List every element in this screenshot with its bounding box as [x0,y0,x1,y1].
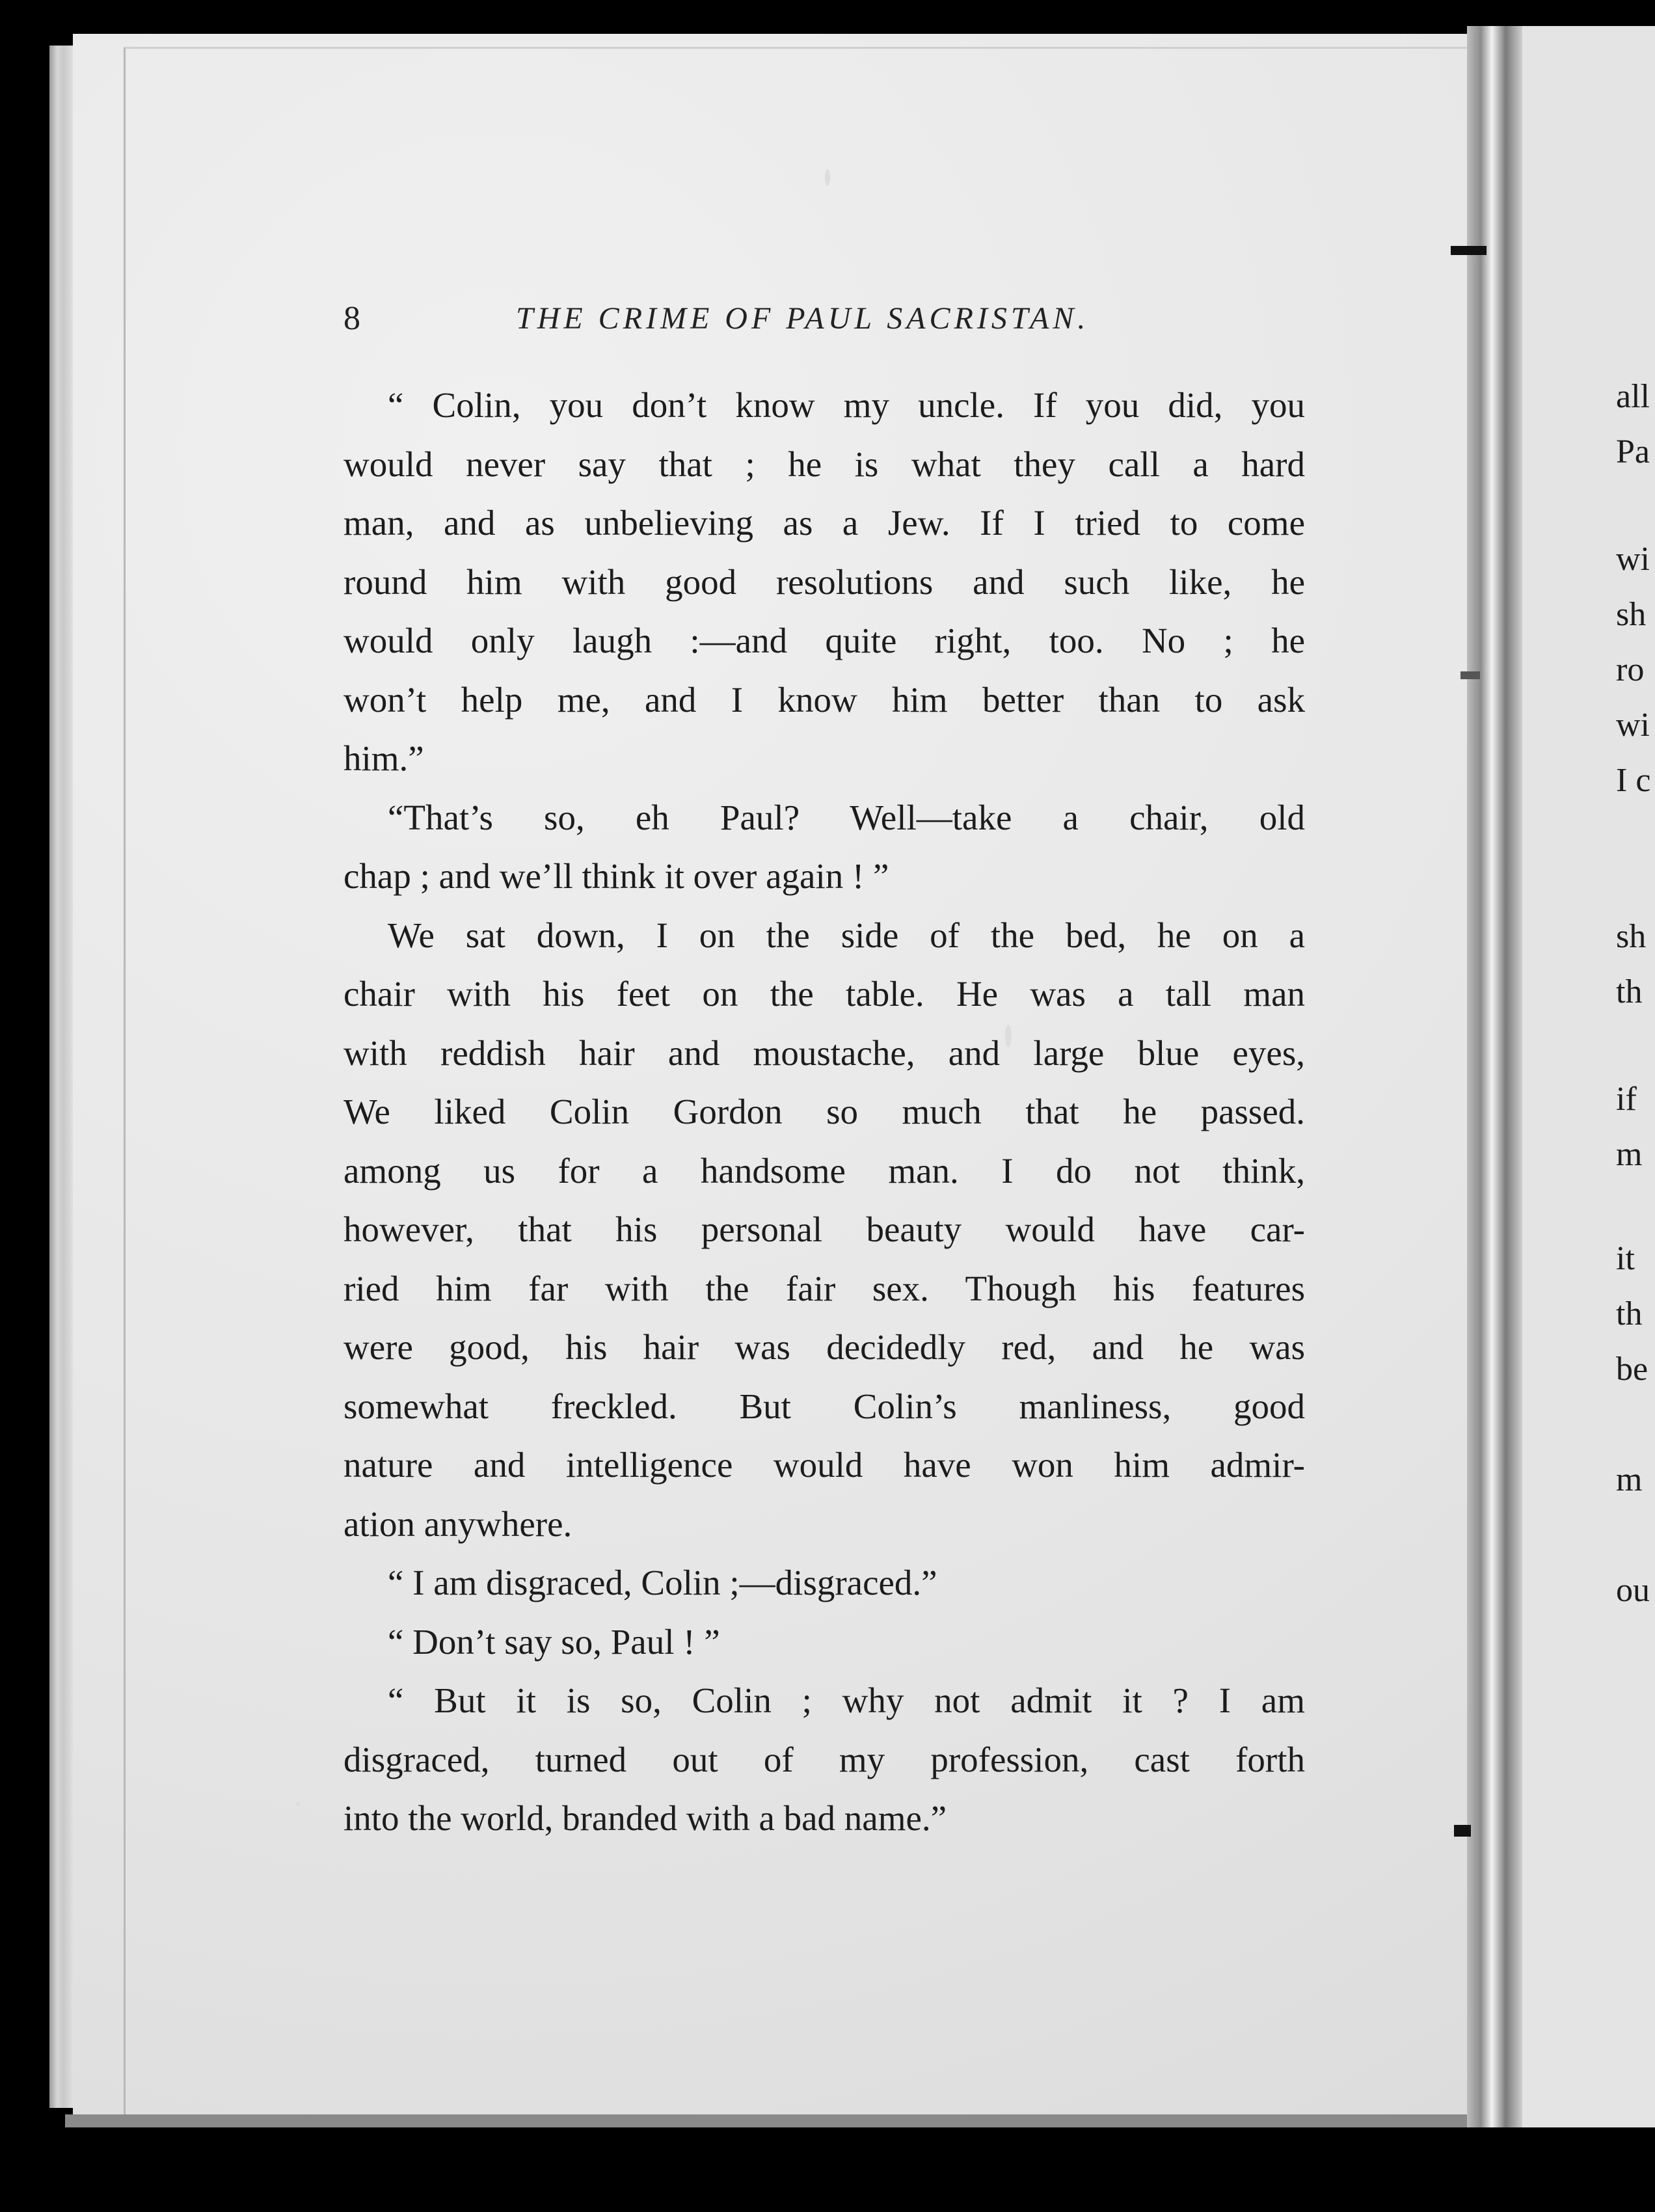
text-line: among us for a handsome man. I do not think, [343,1150,1305,1191]
text-line: won’t help me, and I know him better than to ask [343,679,1305,720]
right-page-fragment: sh [1616,918,1647,955]
text-line: would never say that ; he is what they call a hard [343,444,1305,484]
right-page-fragment: ro [1616,651,1645,688]
right-page-fragment: th [1616,973,1643,1010]
right-page-fragment: be [1616,1351,1648,1388]
text-line: “ Colin, you don’t know my uncle. If you did, you [388,385,1305,425]
text-line: We sat down, I on the side of the bed, he on a [388,915,1305,955]
running-title: THE CRIME OF PAUL SACRISTAN. [516,301,1090,336]
text-line: man, and as unbelieving as a Jew. If I tried to come [343,503,1305,543]
right-page-fragment: ou [1616,1572,1650,1609]
book-gutter [1467,26,1522,2127]
text-line: would only laugh :—and quite right, too. No ; he [343,621,1305,660]
text-line: with reddish hair and moustache, and large blue eyes, [343,1032,1305,1073]
page-stack-edge [49,46,75,2108]
gutter-mark [1451,246,1487,255]
text-line: nature and intelligence would have won him admir- [343,1445,1305,1485]
dust-speck [825,169,830,186]
page-header [343,299,1384,351]
page-bottom-edge [65,2114,1581,2127]
text-line: “ I am disgraced, Colin ;—disgraced.” [388,1563,937,1602]
right-page-fragment: wi [1616,541,1650,578]
text-line: “That’s so, eh Paul? Well—take a chair, old [388,797,1305,837]
text-line: him.” [343,738,424,778]
right-page-fragment: m [1616,1461,1643,1498]
text-line: chair with his feet on the table. He was a tall man [343,974,1305,1014]
text-line: were good, his hair was decidedly red, and he was [343,1327,1305,1367]
right-page-fragment: m [1616,1136,1643,1173]
text-line: somewhat freckled. But Colin’s manliness, good [343,1386,1305,1426]
right-page-fragment: Pa [1616,433,1650,470]
right-page-fragment: I c [1616,762,1651,799]
right-page-fragment: if [1616,1081,1637,1118]
right-page-fragment: th [1616,1295,1643,1332]
text-line: chap ; and we’ll think it over again ! ” [343,856,889,896]
right-page-fragment: sh [1616,596,1647,633]
right-page-text [1616,0,1655,2212]
text-line: ried him far with the fair sex. Though his features [343,1268,1305,1308]
body-text [343,376,1305,1848]
page-number: 8 [343,300,364,337]
text-line: “ Don’t say so, Paul ! ” [388,1621,720,1662]
text-line: disgraced, turned out of my profession, cast forth [343,1739,1305,1779]
text-line: ation anywhere. [343,1504,572,1544]
right-page-fragment: all [1616,378,1650,415]
text-line: We liked Colin Gordon so much that he passed. [343,1092,1305,1131]
gutter-mark [1460,671,1480,679]
gutter-mark [1454,1825,1471,1837]
text-line: into the world, branded with a bad name.” [343,1798,947,1838]
dust-speck [296,1802,300,1806]
right-page-fragment: wi [1616,707,1650,744]
right-page-fragment: it [1616,1240,1635,1277]
text-line: round him with good resolutions and such like, he [343,561,1305,602]
text-line: “ But it is so, Colin ; why not admit it ? I am [388,1680,1305,1720]
text-line: however, that his personal beauty would have car- [343,1209,1305,1249]
